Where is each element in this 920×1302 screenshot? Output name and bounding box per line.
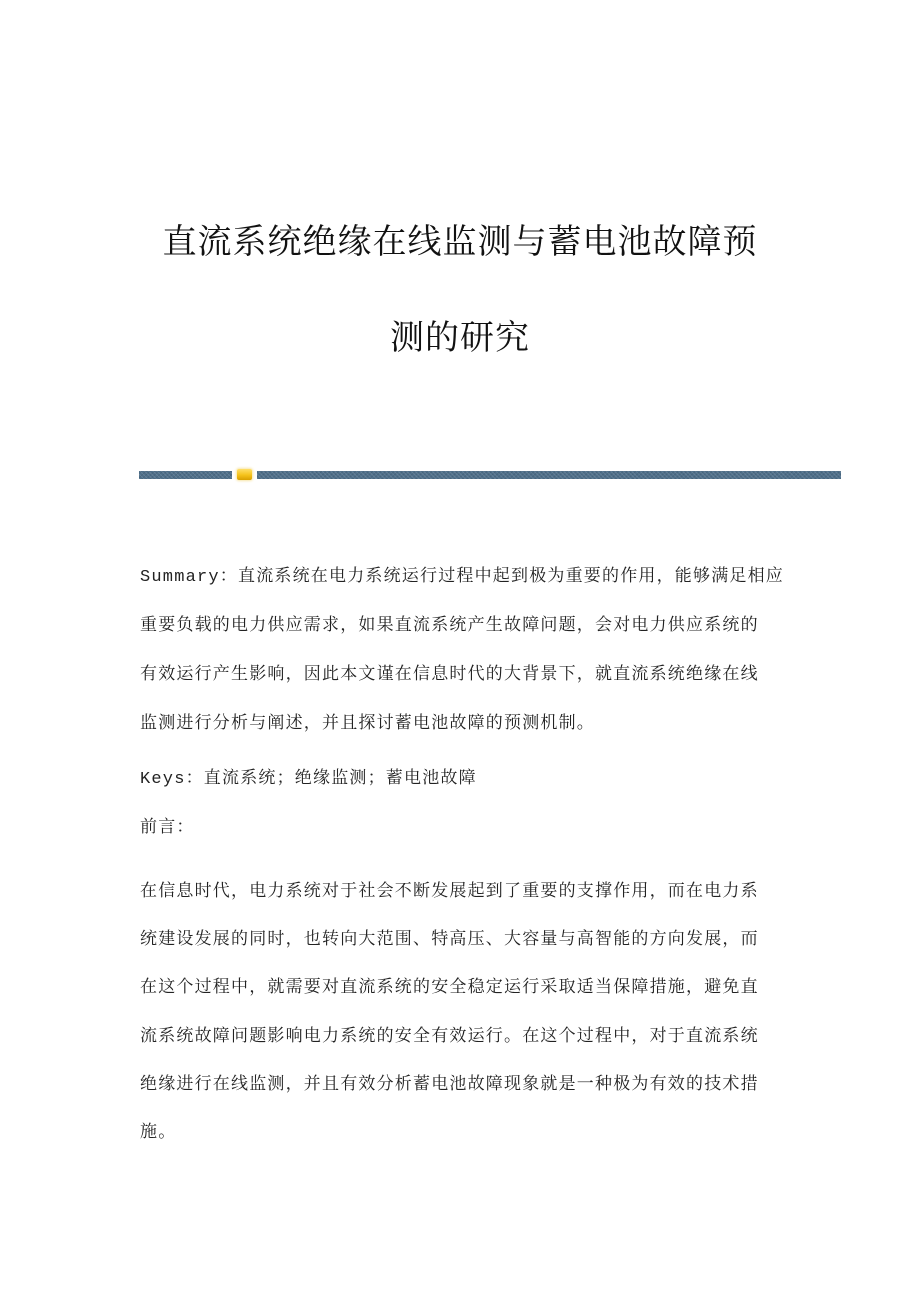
preface-line-4: 流系统故障问题影响电力系统的安全有效运行。在这个过程中，对于直流系统 [140,1028,759,1047]
document-title-line-1: 直流系统绝缘在线监测与蓄电池故障预 [162,222,758,262]
summary-line-4: 监测进行分析与阐述，并且探讨蓄电池故障的预测机制。 [140,715,595,734]
preface-line-3: 在这个过程中，就需要对直流系统的安全稳定运行采取适当保障措施，避免直 [140,979,759,998]
document-title-line-2: 测的研究 [390,318,530,358]
preface-line-2: 统建设发展的同时，也转向大范围、特高压、大容量与高智能的方向发展，而 [140,931,759,950]
keywords-line: Keys：直流系统；绝缘监测；蓄电池故障 [140,770,477,789]
summary-line-1: Summary：直流系统在电力系统运行过程中起到极为重要的作用，能够满足相应 [140,568,785,587]
summary-line-3: 有效运行产生影响，因此本文谨在信息时代的大背景下，就直流系统绝缘在线 [140,666,759,685]
preface-line-5: 绝缘进行在线监测，并且有效分析蓄电池故障现象就是一种极为有效的技术措 [140,1076,759,1095]
summary-line-2: 重要负载的电力供应需求，如果直流系统产生故障问题，会对电力供应系统的 [140,617,759,636]
preface-line-6: 施。 [140,1124,177,1143]
document-body [140,0,785,1302]
preface-heading: 前言： [140,819,195,838]
preface-line-1: 在信息时代，电力系统对于社会不断发展起到了重要的支撑作用，而在电力系 [140,883,759,902]
